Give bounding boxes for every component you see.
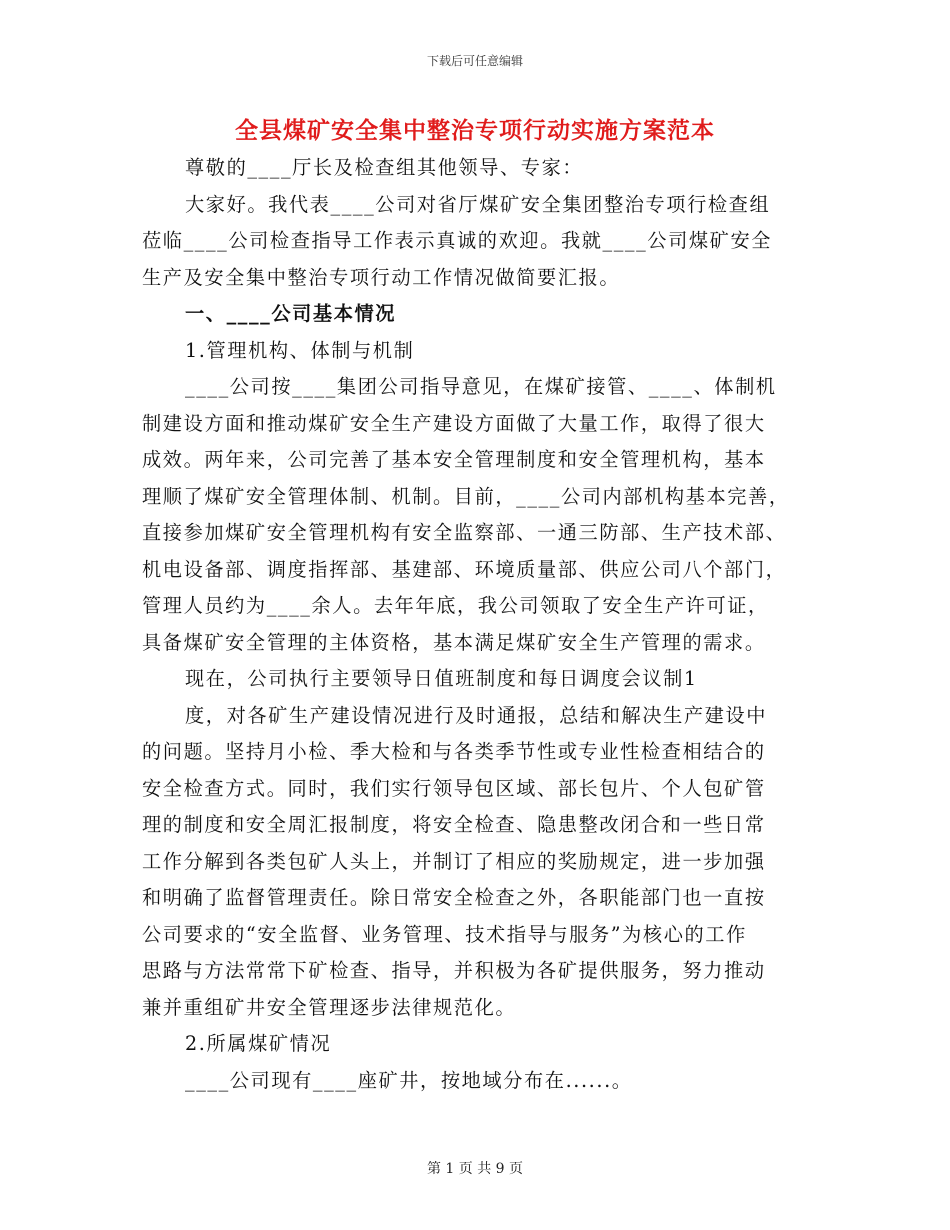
document-title: 全县煤矿安全集中整治专项行动实施方案范本	[235, 117, 715, 144]
subsection-heading: 1.管理机构、体制与机制	[185, 338, 415, 362]
paragraph-line: 现在，公司执行主要领导日值班制度和每日调度会议制1	[185, 667, 698, 690]
paragraph-line: 制建设方面和推动煤矿安全生产建设方面做了大量工作，取得了很大	[142, 411, 766, 435]
paragraph-line: 理顺了煤矿安全管理体制、机制。目前，____公司内部机构基本完善，	[142, 484, 790, 508]
paragraph-line: 具备煤矿安全管理的主体资格，基本满足煤矿安全生产管理的需求。	[142, 630, 766, 654]
paragraph-line: 成效。两年来，公司完善了基本安全管理制度和安全管理机构，基本	[142, 448, 766, 471]
paragraph-line: 度，对各矿生产建设情况进行及时通报，总结和解决生产建设中	[185, 703, 768, 727]
page-header: 下载后可任意编辑	[426, 54, 523, 68]
paragraph-line: 兼并重组矿井安全管理逐步法律规范化。	[142, 995, 517, 1019]
paragraph-line: ____公司现有____座矿井，按地域分布在......。	[185, 1068, 633, 1092]
paragraph-line: ____公司按____集团公司指导意见，在煤矿接管、____、体制机	[185, 375, 777, 398]
subsection-heading: 2.所属煤矿情况	[185, 1032, 332, 1055]
paragraph-line: 莅临____公司检查指导工作表示真诚的欢迎。我就____公司煤矿安全	[142, 229, 773, 252]
paragraph-line: 工作分解到各类包矿人头上，并制订了相应的奖励规定，进一步加强	[142, 849, 766, 873]
paragraph-line: 公司要求的“安全监督、业务管理、技术指导与服务”为核心的工作	[142, 922, 747, 946]
paragraph-line: 大家好。我代表____公司对省厅煤矿安全集团整治专项行检查组	[185, 192, 771, 216]
paragraph-line: 生产及安全集中整治专项行动工作情况做简要汇报。	[142, 265, 621, 289]
paragraph-line: 安全检查方式。同时，我们实行领导包区域、部长包片、个人包矿管	[142, 776, 766, 800]
section-heading: 一、____公司基本情况	[185, 302, 397, 325]
paragraph-line: 的问题。坚持月小检、季大检和与各类季节性或专业性检查相结合的	[142, 740, 766, 763]
page-footer: 第 1 页 共 9 页	[426, 1161, 524, 1177]
paragraph-line: 机电设备部、调度指挥部、基建部、环境质量部、供应公司八个部门，	[142, 557, 787, 581]
paragraph-line: 管理人员约为____余人。去年年底，我公司领取了安全生产许可证，	[142, 594, 769, 617]
paragraph-line: 直接参加煤矿安全管理机构有安全监察部、一通三防部、生产技术部、	[142, 521, 787, 544]
document-body	[142, 150, 808, 1099]
paragraph-line: 理的制度和安全周汇报制度，将安全检查、隐患整改闭合和一些日常	[142, 813, 766, 836]
greeting-line: 尊敬的____厅长及检查组其他领导、专家：	[185, 156, 584, 179]
paragraph-line: 和明确了监督管理责任。除日常安全检查之外，各职能部门也一直按	[142, 886, 766, 909]
paragraph-line: 思路与方法常常下矿检查、指导，并积极为各矿提供服务，努力推动	[142, 959, 766, 982]
